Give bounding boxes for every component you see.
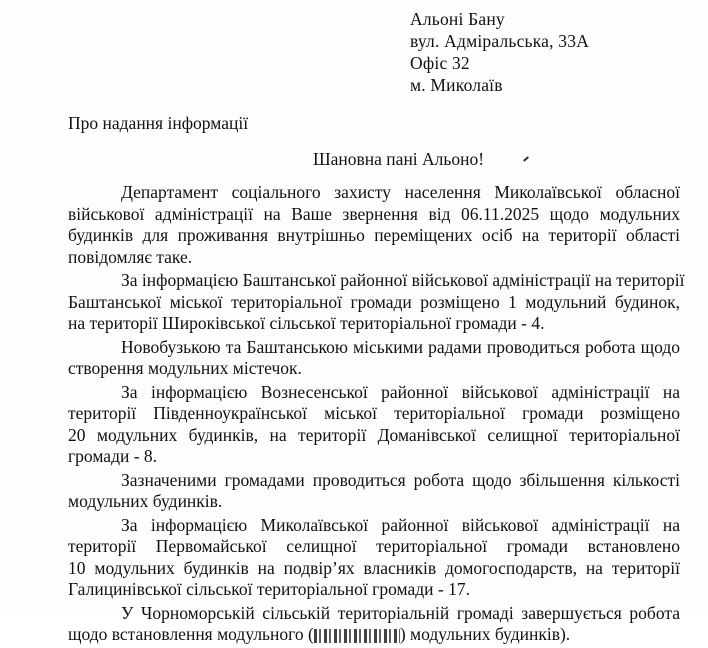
- paragraph-4: [68, 382, 680, 468]
- recipient-office: Офіс 32: [410, 53, 470, 73]
- paragraph-line: модульних будинків.: [68, 491, 223, 511]
- paragraph-1: [68, 182, 680, 268]
- recipient-city: м. Миколаїв: [410, 75, 503, 95]
- paragraph-line: За інформацією Вознесенської районної військової адміністрації на: [121, 381, 680, 402]
- recipient-name: Альоні Бану: [410, 9, 505, 29]
- paragraph-2: [68, 270, 685, 335]
- paragraph-line: Департамент соціального захисту населення Миколаївської обласної: [121, 182, 680, 202]
- paragraph-line: [68, 624, 680, 646]
- recipient-street: вул. Адміральська, 33А: [410, 31, 590, 51]
- scan-mark: [523, 156, 529, 161]
- paragraph-line-start: щодо встановлення модульного (: [68, 624, 314, 644]
- paragraph-line: 20 модульних будинків, на території Доманівської селищної територіальної: [68, 424, 680, 445]
- paragraph-line: За інформацією Миколаївської районної військової адміністрації на: [121, 514, 680, 535]
- paragraph-line-end: ) модульних будинків).: [399, 624, 571, 644]
- paragraph-line: Баштанської міської територіальної громади розміщено 1 модульний будинок,: [68, 291, 680, 312]
- paragraph-line: 10 модульних будинків на подвір’ях власників домогосподарств, на території: [68, 557, 680, 578]
- paragraph-line: військової адміністрації на Ваше звернення від 06.11.2025 щодо модульних: [68, 203, 680, 224]
- paragraph-line: будинків для проживання внутрішньо переміщених осіб на території області: [68, 225, 680, 245]
- paragraph-line: Галицинівської сільської територіальної громади - 17.: [68, 579, 470, 599]
- paragraph-line: території Первомайської селищної територіальної громади встановлено: [68, 536, 680, 556]
- paragraph-line: території Південноукраїнської міської територіальної громади розміщено: [68, 403, 680, 423]
- paragraph-6: [68, 515, 680, 601]
- paragraph-line: створення модульних містечок.: [68, 358, 302, 378]
- letter-subject: Про надання інформації: [68, 113, 249, 133]
- paragraph-line: громади - 8.: [68, 446, 158, 466]
- paragraph-line: Зазначеними громадами проводиться робота щодо збільшення кількості: [121, 469, 680, 490]
- paragraph-7: [68, 603, 680, 646]
- paragraph-line: на території Широківської сільської територіальної громади - 4.: [68, 313, 545, 333]
- paragraph-3: [68, 337, 680, 380]
- paragraph-line: повідомляє таке.: [68, 246, 193, 267]
- paragraph-line: Новобузькою та Баштанською міськими радами проводиться робота щодо: [121, 336, 680, 357]
- letter-greeting: Шановна пані Альоно!: [313, 149, 485, 169]
- paragraph-line: За інформацією Баштанської районної військової адміністрації на території: [121, 270, 685, 290]
- paragraph-5: [68, 470, 680, 513]
- letter-body: [68, 182, 685, 648]
- qr-code-stamp: [314, 629, 400, 643]
- recipient-address: [410, 8, 589, 96]
- paragraph-line: У Чорноморській сільській територіальній громаді завершується робота: [121, 602, 680, 623]
